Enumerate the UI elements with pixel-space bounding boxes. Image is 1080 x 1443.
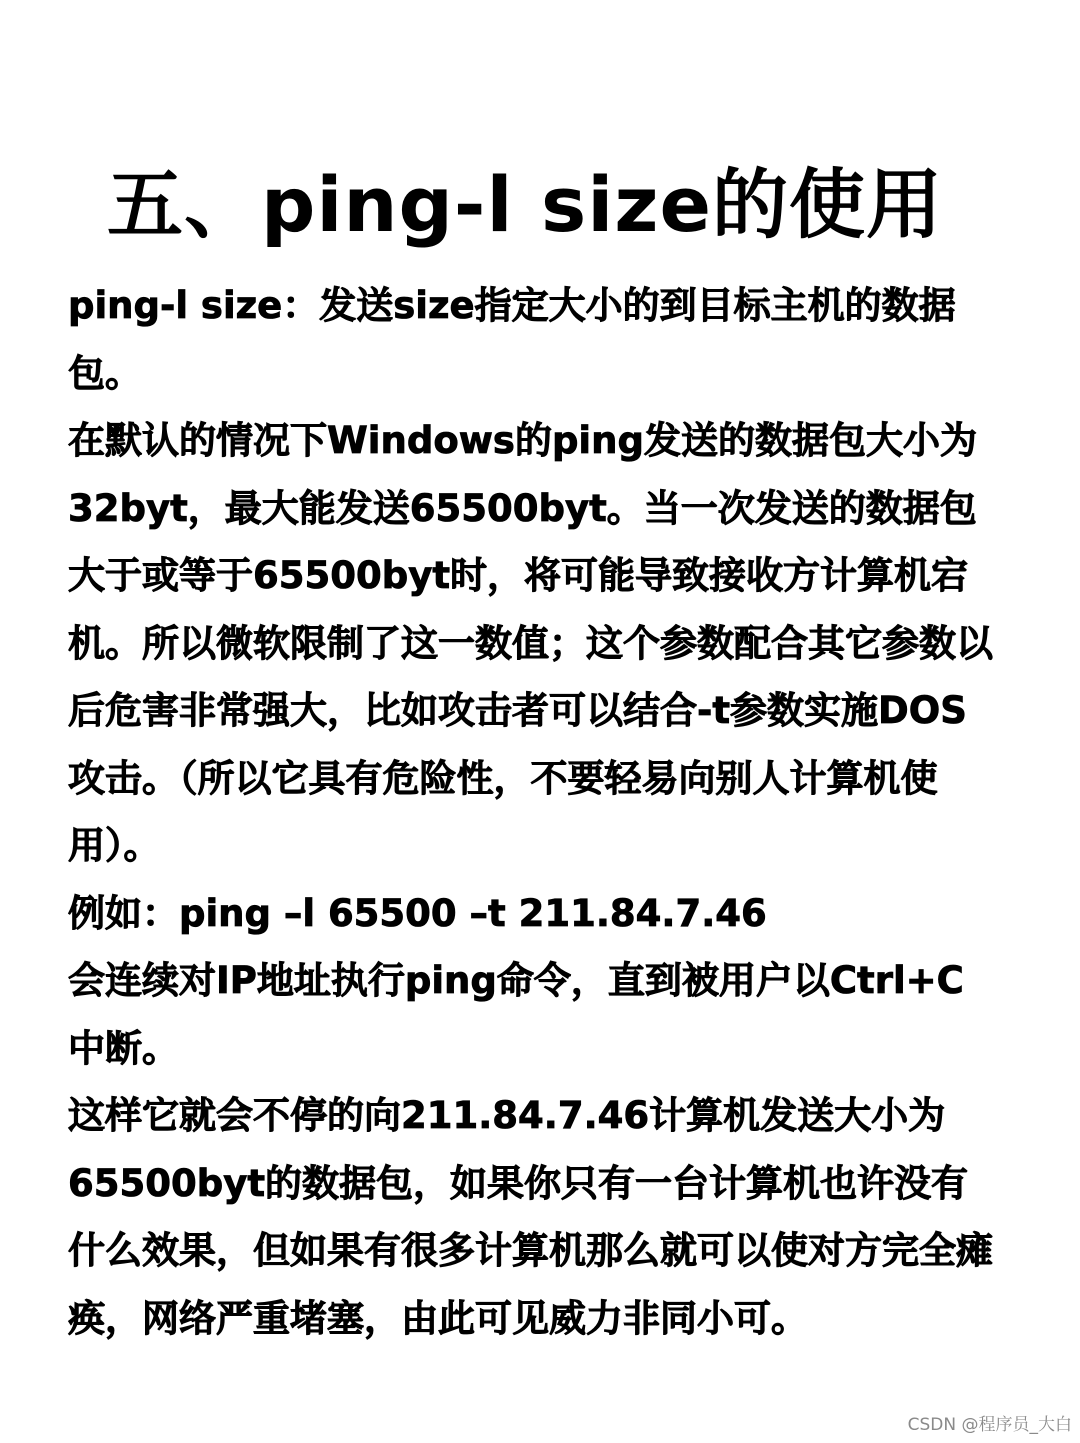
text-line: 机。所以微软限制了这一数值；这个参数配合其它参数以	[68, 621, 993, 665]
text-line: 在默认的情况下Windows的ping发送的数据包大小为	[68, 419, 977, 462]
text-line: ping-l size：发送size指定大小的到目标主机的数据	[68, 284, 956, 327]
article-body	[68, 272, 1013, 1352]
text-line: 32byt，最大能发送65500byt。当一次发送的数据包	[68, 486, 977, 530]
text-line: 后危害非常强大，比如攻击者可以结合-t参数实施DOS	[68, 689, 967, 732]
text-line: 痪，网络严重堵塞，由此可见威力非同小可。	[68, 1296, 808, 1340]
text-line: 65500byt的数据包，如果你只有一台计算机也许没有	[68, 1161, 969, 1205]
text-line: 用）。	[68, 824, 161, 867]
example-command-line: 例如：ping –l 65500 –t 211.84.7.46	[68, 891, 767, 935]
text-line: 这样它就会不停的向211.84.7.46计算机发送大小为	[68, 1094, 946, 1137]
page-title: 五、ping-l size的使用	[106, 160, 944, 249]
text-line: 什么效果，但如果有很多计算机那么就可以使对方完全瘫	[68, 1229, 993, 1272]
text-line: 包。	[68, 351, 142, 395]
text-line: 大于或等于65500byt时，将可能导致接收方计算机宕	[68, 554, 969, 597]
text-line: 攻击。（所以它具有危险性，不要轻易向别人计算机使	[68, 756, 938, 800]
text-line: 会连续对IP地址执行ping命令，直到被用户以Ctrl+C	[68, 959, 964, 1002]
text-line: 中断。	[68, 1026, 179, 1070]
watermark: CSDN @程序员_大白	[907, 1415, 1072, 1435]
